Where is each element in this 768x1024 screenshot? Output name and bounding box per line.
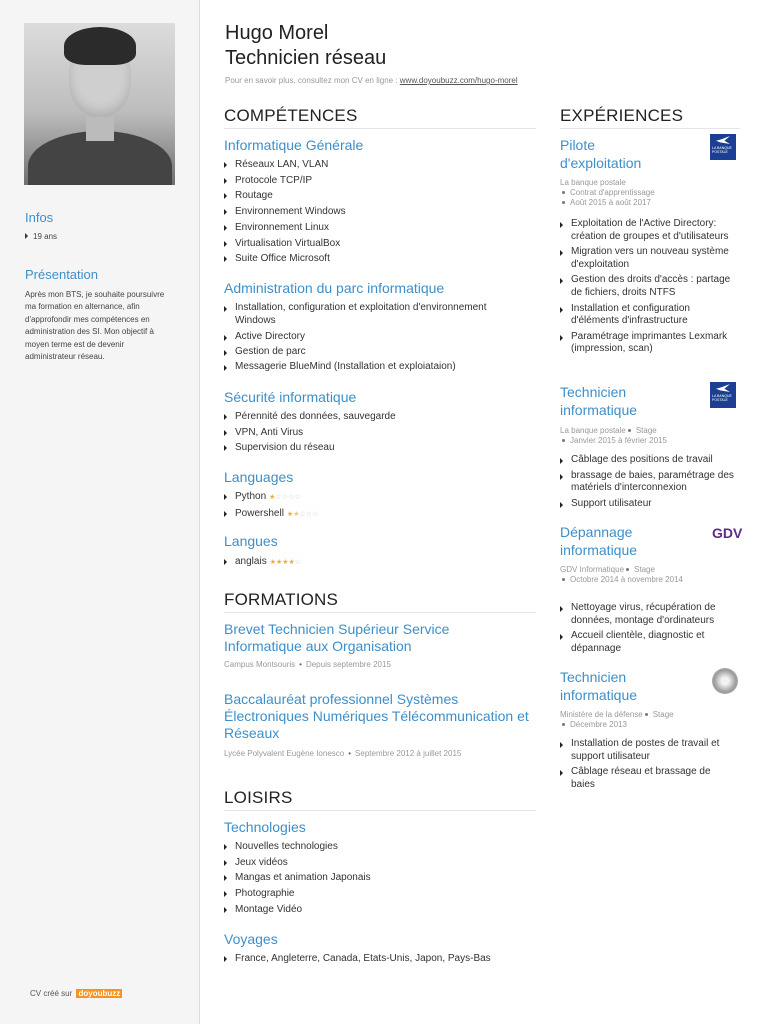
experience-title: Pilote d'exploitation	[560, 137, 642, 171]
task-list	[560, 602, 735, 658]
skill-group-title: Languages	[224, 469, 294, 485]
task-list	[560, 738, 735, 794]
list-item: Routage	[224, 188, 534, 204]
list-item: Installation de postes de travail et support utilisateur	[560, 738, 735, 763]
list-item: Support utilisateur	[560, 498, 735, 511]
skill-list	[224, 409, 524, 456]
list-item: Migration vers un nouveau système d'exploitation	[560, 246, 735, 271]
list-item: brassage de baies, paramétrage des matériels d'interconnexion	[560, 470, 735, 495]
formation-date: Septembre 2012 à juillet 2015	[355, 749, 462, 758]
profile-photo	[24, 23, 175, 185]
experience-date: Janvier 2015 à février 2015	[570, 436, 667, 445]
list-item: Active Directory	[224, 330, 524, 343]
company-name: La banque postale	[560, 178, 626, 187]
age-item	[25, 232, 57, 241]
experience-meta	[560, 426, 740, 446]
hobby-list	[224, 839, 524, 918]
age-text: 19 ans	[33, 232, 58, 241]
list-item: Virtualisation VirtualBox	[224, 236, 534, 252]
experience-date: Octobre 2014 à novembre 2014	[570, 575, 683, 584]
company-name: GDV Informatique	[560, 565, 625, 574]
language-name: Python	[235, 491, 267, 502]
experience-title: Dépannage informatique	[560, 524, 638, 558]
footer-credit[interactable]	[30, 989, 122, 998]
formation-title: Baccalauréat professionnel Systèmes Électroniques Numériques Télécommunication et Réseaux	[224, 691, 529, 741]
logo-text: LA BANQUE POSTALE	[712, 394, 732, 402]
cv-online-line	[225, 76, 518, 85]
list-item	[224, 506, 524, 523]
list-item: VPN, Anti Virus	[224, 425, 524, 441]
loisirs-heading: LOISIRS	[224, 788, 293, 807]
credit-text: CV créé sur	[30, 989, 73, 998]
skill-list	[224, 554, 524, 571]
experiences-heading: EXPÉRIENCES	[560, 106, 684, 125]
skill-group-title: Langues	[224, 533, 278, 549]
experience-title: Technicien informatique	[560, 669, 638, 703]
list-item: Nettoyage virus, récupération de données, montage d'ordinateurs	[560, 602, 735, 627]
skill-group-title: Administration du parc informatique	[224, 280, 445, 296]
divider	[224, 128, 536, 129]
presentation-heading: Présentation	[25, 267, 98, 282]
rating-stars: ★☆☆☆☆	[269, 494, 301, 501]
experience-meta	[560, 178, 740, 208]
divider	[224, 810, 536, 811]
list-item: Installation, configuration et exploitation d'environnement Windows	[224, 301, 524, 327]
list-item: Mangas et animation Japonais	[224, 870, 524, 886]
cv-online-link[interactable]: www.doyoubuzz.com/hugo-morel	[399, 76, 518, 85]
formation-meta: Campus Montsouris • Depuis septembre 2015	[224, 660, 391, 669]
list-item: Réseaux LAN, VLAN	[224, 157, 534, 173]
logo-text: LA BANQUE POSTALE	[712, 146, 732, 154]
list-item: Supervision du réseau	[224, 440, 524, 456]
experience-date: Août 2015 à août 2017	[570, 198, 651, 207]
competences-heading: COMPÉTENCES	[224, 106, 358, 125]
skill-group-title: Sécurité informatique	[224, 389, 357, 405]
list-item: France, Angleterre, Canada, Etats-Unis, Japon, Pays-Bas	[224, 951, 524, 967]
contract-type: Stage	[634, 565, 655, 574]
list-item: Câblage réseau et brassage de baies	[560, 766, 735, 791]
experience-date: Décembre 2013	[570, 720, 627, 729]
la-banque-postale-logo	[710, 382, 736, 408]
divider	[560, 128, 740, 129]
list-item: Protocole TCP/IP	[224, 173, 534, 189]
rating-stars: ★★★★☆	[269, 559, 302, 566]
infos-heading: Infos	[25, 210, 54, 225]
job-title: Technicien réseau	[225, 47, 387, 69]
candidate-name: Hugo Morel	[225, 22, 329, 44]
skill-list	[224, 157, 534, 267]
skill-group-title: Informatique Générale	[224, 137, 364, 153]
task-list	[560, 218, 735, 359]
list-item: Gestion des droits d'accès : partage de fichiers, droits NTFS	[560, 274, 735, 299]
formation-date: Depuis septembre 2015	[305, 660, 391, 669]
gdv-informatique-logo: GDV	[712, 525, 743, 541]
hobby-list	[224, 951, 524, 967]
rating-stars: ★★☆☆☆	[286, 510, 319, 518]
sidebar	[0, 0, 200, 1024]
list-item	[224, 489, 524, 506]
la-banque-postale-logo	[710, 134, 736, 160]
list-item: Environnement Windows	[224, 204, 534, 220]
list-item: Accueil clientèle, diagnostic et dépannage	[560, 630, 735, 655]
list-item: Montage Vidéo	[224, 902, 524, 918]
list-item: Câblage des positions de travail	[560, 454, 735, 467]
experience-title: Technicien informatique	[560, 384, 638, 418]
contract-type: Contrat d'apprentissage	[570, 188, 655, 197]
list-item: Nouvelles technologies	[224, 839, 524, 855]
formations-heading: FORMATIONS	[224, 590, 339, 609]
list-item: Messagerie BlueMind (Installation et exploiataion)	[224, 360, 524, 373]
contract-type: Stage	[652, 710, 674, 719]
list-item: Pérennité des données, sauvegarde	[224, 409, 524, 425]
list-item	[224, 554, 524, 571]
skill-list	[224, 489, 524, 522]
ministere-defense-logo	[712, 668, 738, 694]
experience-meta	[560, 565, 740, 585]
formation-meta: Lycée Polyvalent Eugène Ionesco • Septembre 2012 à juillet 2015	[224, 749, 462, 758]
hobby-group-title: Voyages	[224, 931, 278, 947]
school-name: Lycée Polyvalent Eugène Ionesco	[224, 749, 345, 758]
company-name: Ministère de la défense	[560, 710, 643, 719]
list-item: Paramétrage imprimantes Lexmark (impression, scan)	[560, 331, 735, 356]
list-item: Exploitation de l'Active Directory: création de groupes et d'utilisateurs	[560, 218, 735, 243]
language-name: Powershell	[235, 507, 284, 519]
list-item: Jeux vidéos	[224, 855, 524, 871]
task-list	[560, 454, 735, 513]
list-item: Suite Office Microsoft	[224, 251, 534, 267]
list-item: Photographie	[224, 886, 524, 902]
school-name: Campus Montsouris	[224, 660, 296, 669]
cv-online-text: Pour en savoir plus, consultez mon CV en ligne :	[225, 76, 398, 85]
skill-list	[224, 301, 524, 373]
divider	[224, 612, 536, 613]
list-item: Environnement Linux	[224, 220, 534, 236]
list-item: Installation et configuration d'éléments d'infrastructure	[560, 303, 735, 328]
formation-title: Brevet Technicien Supérieur Service Informatique aux Organisation	[224, 621, 450, 654]
language-name: anglais	[235, 556, 267, 567]
contract-type: Stage	[635, 426, 657, 435]
bullet-icon	[25, 233, 28, 239]
hobby-group-title: Technologies	[224, 819, 306, 835]
presentation-text: Après mon BTS, je souhaite poursuivre ma formation en alternance, afin d'approfondir mes compétences en administration des SI. Mon objectif à moyen terme est de devenir administrateur réseau.	[25, 290, 165, 362]
company-name: La banque postale	[560, 426, 626, 435]
experience-meta	[560, 710, 740, 730]
list-item: Gestion de parc	[224, 345, 524, 358]
doyoubuzz-logo[interactable]: doyoubuzz	[78, 989, 121, 998]
